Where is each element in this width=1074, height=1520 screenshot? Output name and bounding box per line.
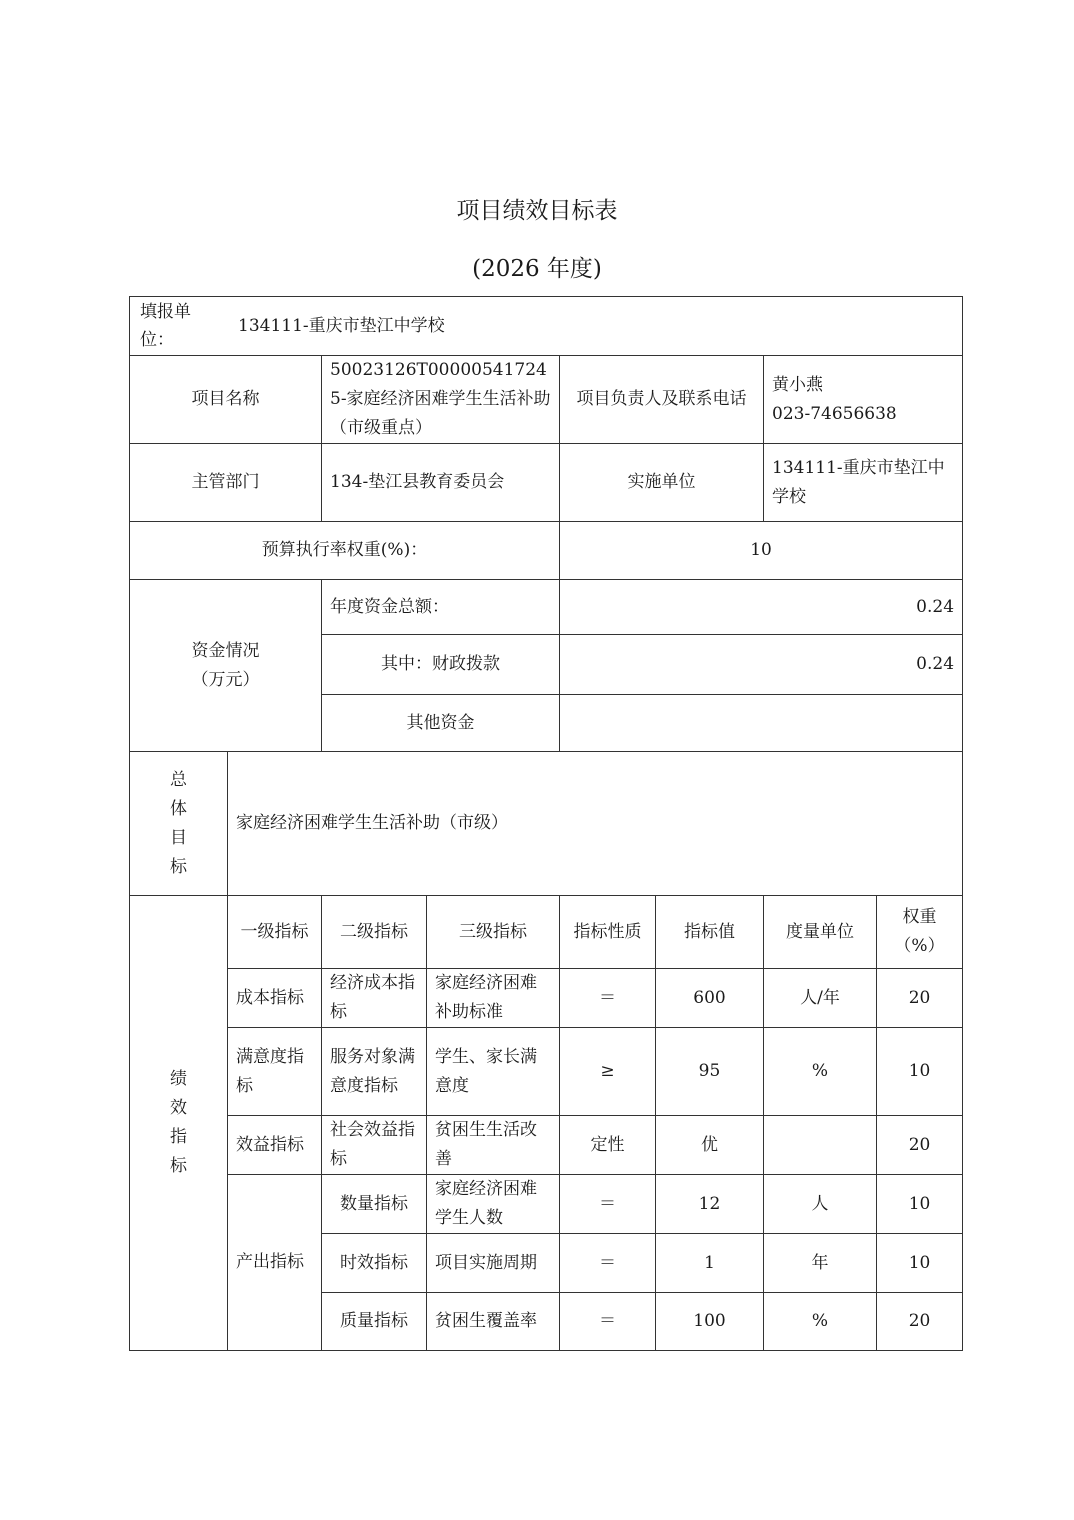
column-header-level2: 二级指标 [322, 896, 427, 969]
cell-value: 95 [656, 1028, 764, 1116]
department-value: 134-垫江县教育委员会 [322, 444, 560, 522]
indicator-label-char: 效 [170, 1098, 187, 1118]
funds-label-line1: 资金情况 [191, 640, 260, 661]
cell-unit: 人/年 [764, 969, 877, 1028]
cell-level2: 社会效益指标 [322, 1116, 427, 1175]
funds-other-value [560, 695, 963, 752]
budget-weight-label: 预算执行率权重(%)： [130, 522, 560, 580]
table-row [130, 1116, 963, 1175]
project-name-label: 项目名称 [130, 356, 322, 444]
cell-unit: 人 [764, 1175, 877, 1234]
cell-level2: 时效指标 [322, 1234, 427, 1293]
cell-weight: 10 [877, 1234, 963, 1293]
funds-other-label: 其他资金 [322, 695, 560, 752]
column-header-level3: 三级指标 [427, 896, 560, 969]
goal-label-char: 总 [170, 769, 187, 790]
cell-level3: 家庭经济困难补助标准 [427, 969, 560, 1028]
indicator-label-char: 标 [170, 1156, 187, 1176]
cell-value: 优 [656, 1116, 764, 1175]
performance-target-table [129, 296, 963, 1351]
budget-weight-row [130, 522, 963, 580]
cell-value: 600 [656, 969, 764, 1028]
funds-total-label: 年度资金总额： [322, 580, 560, 635]
budget-weight-value: 10 [560, 522, 963, 580]
implementing-unit-label: 实施单位 [560, 444, 764, 522]
overall-goal-value: 家庭经济困难学生生活补助（市级） [228, 752, 963, 896]
reporting-unit-value: 134111-重庆市垫江中学校 [238, 315, 445, 336]
goal-label-char: 目 [170, 827, 187, 848]
cell-level2: 质量指标 [322, 1293, 427, 1351]
cell-nature: ＝ [560, 1175, 656, 1234]
cell-weight: 10 [877, 1028, 963, 1116]
table-row [130, 1028, 963, 1116]
cell-weight: 20 [877, 1116, 963, 1175]
cell-value: 1 [656, 1234, 764, 1293]
cell-level2: 数量指标 [322, 1175, 427, 1234]
cell-weight: 10 [877, 1175, 963, 1234]
cell-level3: 家庭经济困难学生人数 [427, 1175, 560, 1234]
column-header-unit: 度量单位 [764, 896, 877, 969]
cell-weight: 20 [877, 969, 963, 1028]
funds-label [130, 580, 322, 752]
cell-level1: 成本指标 [228, 969, 322, 1028]
cell-nature: ＝ [560, 1293, 656, 1351]
funds-fiscal-value: 0.24 [560, 635, 963, 695]
cell-weight: 20 [877, 1293, 963, 1351]
cell-nature: ＝ [560, 969, 656, 1028]
funds-total-value: 0.24 [560, 580, 963, 635]
column-header-nature: 指标性质 [560, 896, 656, 969]
cell-level3: 贫困生覆盖率 [427, 1293, 560, 1351]
cell-value: 100 [656, 1293, 764, 1351]
cell-nature: ＝ [560, 1234, 656, 1293]
cell-nature: 定性 [560, 1116, 656, 1175]
goal-label-char: 体 [170, 798, 187, 819]
cell-level2: 服务对象满意度指标 [322, 1028, 427, 1116]
column-header-value: 指标值 [656, 896, 764, 969]
indicator-header-row [130, 896, 963, 969]
department-row [130, 444, 963, 522]
indicator-label-char: 指 [170, 1127, 187, 1147]
cell-level1: 满意度指标 [228, 1028, 322, 1116]
page-title: 项目绩效目标表 [456, 198, 618, 224]
cell-unit: 年 [764, 1234, 877, 1293]
cell-unit: % [764, 1293, 877, 1351]
project-name-value: 50023126T000005417245-家庭经济困难学生生活补助（市级重点） [322, 356, 560, 444]
cell-level3: 项目实施周期 [427, 1234, 560, 1293]
department-label: 主管部门 [130, 444, 322, 522]
cell-level1: 效益指标 [228, 1116, 322, 1175]
cell-level2: 经济成本指标 [322, 969, 427, 1028]
overall-goal-row [130, 752, 963, 896]
table-row [130, 969, 963, 1028]
column-header-level1: 一级指标 [228, 896, 322, 969]
table-row [130, 1175, 963, 1234]
project-manager-label: 项目负责人及联系电话 [560, 356, 764, 444]
manager-phone: 023-74656638 [772, 403, 897, 424]
overall-goal-label [130, 752, 228, 896]
indicator-label-char: 绩 [170, 1069, 187, 1089]
project-manager-value [764, 356, 963, 444]
reporting-unit-label: 填报单位： [140, 302, 191, 350]
project-name-row [130, 356, 963, 444]
manager-name: 黄小燕 [772, 374, 823, 395]
reporting-unit-row [130, 297, 963, 356]
cell-level3: 贫困生生活改善 [427, 1116, 560, 1175]
implementing-unit-value: 134111-重庆市垫江中学校 [764, 444, 963, 522]
cell-level1: 产出指标 [228, 1175, 322, 1351]
cell-value: 12 [656, 1175, 764, 1234]
page-subtitle-year: (2026 年度) [472, 256, 602, 282]
cell-nature: ≥ [560, 1028, 656, 1116]
funds-row-total [130, 580, 963, 635]
cell-unit [764, 1116, 877, 1175]
cell-unit: % [764, 1028, 877, 1116]
performance-indicators-label [130, 896, 228, 1351]
goal-label-char: 标 [170, 856, 187, 877]
funds-fiscal-label: 其中：财政拨款 [322, 635, 560, 695]
funds-label-line2: （万元） [191, 669, 260, 690]
column-header-weight: 权重（%） [877, 896, 963, 969]
cell-level3: 学生、家长满意度 [427, 1028, 560, 1116]
